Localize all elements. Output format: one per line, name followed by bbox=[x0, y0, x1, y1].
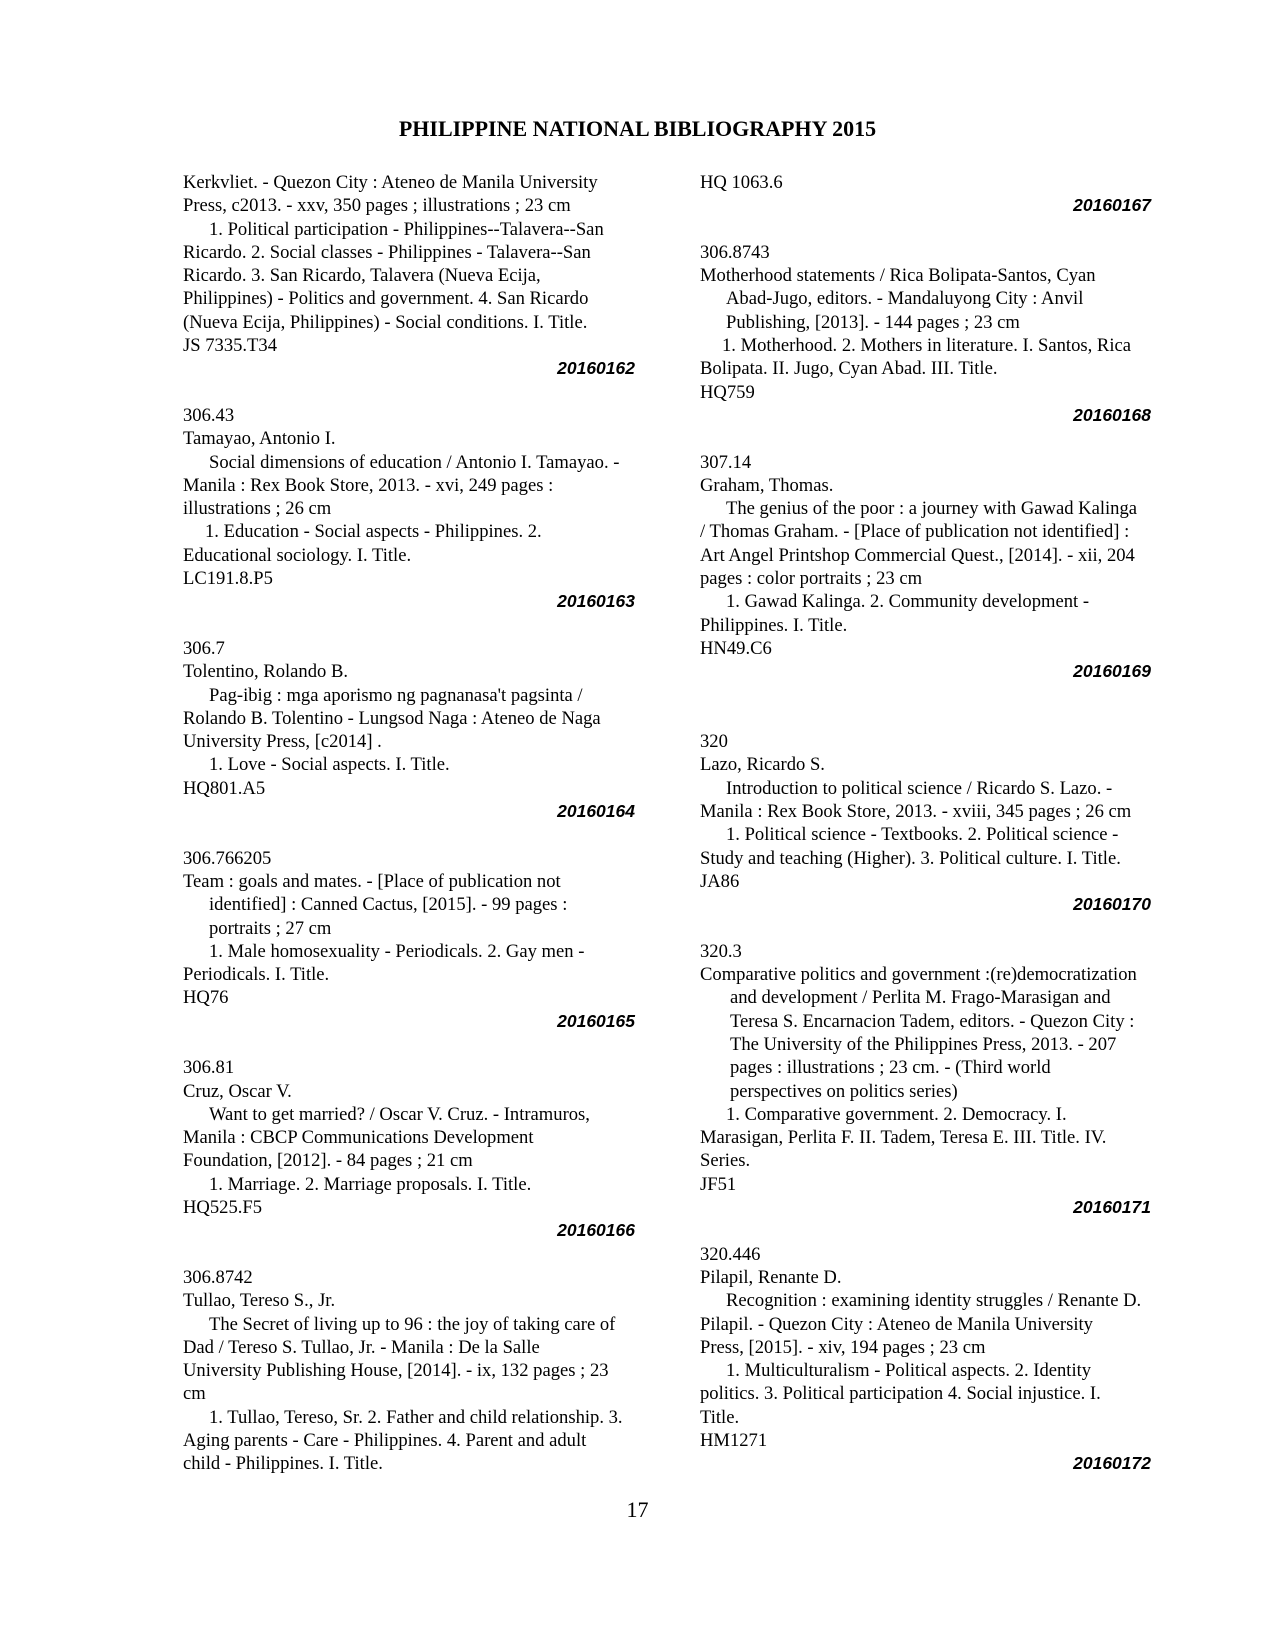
desc-line: University Press, [c2014] . bbox=[183, 731, 382, 753]
subject-line: 1. Multiculturalism - Political aspects. 2. Identity bbox=[726, 1360, 1092, 1382]
bib-entry bbox=[700, 730, 1165, 916]
entry-line: Philippines) - Politics and government. 4. San Ricardo bbox=[183, 288, 589, 310]
desc-line: Art Angel Printshop Commercial Quest., [2014]. - xii, 204 bbox=[700, 544, 1135, 566]
class-number: 306.81 bbox=[183, 1057, 235, 1079]
desc-line: Social dimensions of education / Antonio I. Tamayao. - bbox=[209, 451, 620, 473]
subject-line: Bolipata. II. Jugo, Cyan Abad. III. Title. bbox=[700, 358, 998, 380]
subject-line: child - Philippines. I. Title. bbox=[183, 1453, 383, 1475]
class-number: 306.7 bbox=[183, 637, 225, 659]
class-number: 307.14 bbox=[700, 451, 752, 473]
record-id: 20160168 bbox=[1073, 404, 1151, 425]
bib-entry bbox=[700, 241, 1165, 427]
subject-line: Educational sociology. I. Title. bbox=[183, 544, 412, 566]
desc-line: Pag-ibig : mga aporismo ng pagnanasa't pagsinta / bbox=[209, 684, 583, 706]
subject-line: Series. bbox=[700, 1150, 751, 1172]
subject-line: Title. bbox=[700, 1406, 740, 1428]
call-number: HQ76 bbox=[183, 987, 229, 1009]
entry-line: Ricardo. 2. Social classes - Philippines - Talavera--San bbox=[183, 241, 591, 263]
desc-line: Recognition : examining identity struggles / Renante D. bbox=[726, 1290, 1142, 1312]
desc-line: Manila : CBCP Communications Development bbox=[183, 1127, 534, 1149]
record-id: 20160167 bbox=[1073, 195, 1151, 216]
call-number: JA86 bbox=[700, 870, 740, 892]
continued-entry bbox=[700, 171, 1165, 218]
subject-line: 1. Tullao, Tereso, Sr. 2. Father and child relationship. 3. bbox=[209, 1406, 623, 1428]
title-line: and development / Perlita M. Frago-Marasigan and bbox=[730, 987, 1111, 1009]
class-number: 306.43 bbox=[183, 404, 235, 426]
subject-line: 1. Political science - Textbooks. 2. Political science - bbox=[726, 824, 1119, 846]
subject-line: 1. Gawad Kalinga. 2. Community development - bbox=[726, 591, 1090, 613]
author: Tullao, Tereso S., Jr. bbox=[183, 1290, 336, 1312]
title-line: portraits ; 27 cm bbox=[209, 917, 332, 939]
record-id: 20160163 bbox=[557, 591, 635, 612]
record-id: 20160165 bbox=[557, 1010, 635, 1031]
desc-line: cm bbox=[183, 1383, 206, 1405]
class-number: 320.3 bbox=[700, 940, 742, 962]
bib-entry bbox=[700, 451, 1165, 684]
record-id: 20160162 bbox=[557, 358, 635, 379]
class-number: 306.8743 bbox=[700, 241, 770, 263]
continued-entry bbox=[183, 171, 643, 381]
title-line: Abad-Jugo, editors. - Mandaluyong City : Anvil bbox=[726, 288, 1084, 310]
subject-line: politics. 3. Political participation 4. Social injustice. I. bbox=[700, 1383, 1101, 1405]
class-number: 306.8742 bbox=[183, 1266, 253, 1288]
left-column bbox=[183, 171, 643, 1476]
title-line: identified] : Canned Cactus, [2015]. - 99 pages : bbox=[209, 894, 568, 916]
record-id: 20160171 bbox=[1073, 1197, 1151, 1218]
record-id: 20160169 bbox=[1073, 661, 1151, 682]
bib-entry bbox=[183, 847, 643, 1033]
desc-line: illustrations ; 26 cm bbox=[183, 498, 332, 520]
subject-line: Periodicals. I. Title. bbox=[183, 964, 330, 986]
author: Lazo, Ricardo S. bbox=[700, 754, 825, 776]
entry-line: (Nueva Ecija, Philippines) - Social conditions. I. Title. bbox=[183, 311, 588, 333]
record-id: 20160164 bbox=[557, 801, 635, 822]
desc-line: The genius of the poor : a journey with Gawad Kalinga bbox=[726, 498, 1138, 520]
title-line: perspectives on politics series) bbox=[730, 1080, 958, 1102]
desc-line: Dad / Tereso S. Tullao, Jr. - Manila : De la Salle bbox=[183, 1336, 540, 1358]
title-line: Publishing, [2013]. - 144 pages ; 23 cm bbox=[726, 311, 1020, 333]
call-number: HN49.C6 bbox=[700, 637, 772, 659]
author: Cruz, Oscar V. bbox=[183, 1080, 292, 1102]
desc-line: Manila : Rex Book Store, 2013. - xvi, 249 pages : bbox=[183, 474, 554, 496]
page-number: 17 bbox=[626, 1497, 649, 1522]
subject-line: Philippines. I. Title. bbox=[700, 614, 848, 636]
call-number: HQ 1063.6 bbox=[700, 172, 783, 193]
page-title: PHILIPPINE NATIONAL BIBLIOGRAPHY 2015 bbox=[398, 116, 877, 141]
desc-line: University Publishing House, [2014]. - ix, 132 pages ; 23 bbox=[183, 1360, 609, 1382]
bib-entry bbox=[183, 637, 643, 823]
subject-line: Marasigan, Perlita F. II. Tadem, Teresa E. III. Title. IV. bbox=[700, 1127, 1107, 1149]
subject-line: 1. Love - Social aspects. I. Title. bbox=[209, 754, 450, 776]
bib-entry bbox=[183, 1266, 643, 1476]
desc-line: Rolando B. Tolentino - Lungsod Naga : Ateneo de Naga bbox=[183, 707, 601, 729]
subject-line: 1. Comparative government. 2. Democracy. I. bbox=[726, 1103, 1067, 1125]
subject-line: 1. Male homosexuality - Periodicals. 2. Gay men - bbox=[209, 940, 585, 962]
bib-entry bbox=[700, 1243, 1165, 1476]
record-id: 20160170 bbox=[1073, 894, 1151, 915]
desc-line: Want to get married? / Oscar V. Cruz. - Intramuros, bbox=[209, 1103, 590, 1125]
author: Tamayao, Antonio I. bbox=[183, 428, 336, 450]
subject-line: 1. Marriage. 2. Marriage proposals. I. Title. bbox=[209, 1173, 532, 1195]
title-line: Team : goals and mates. - [Place of publication not bbox=[183, 870, 561, 892]
desc-line: Introduction to political science / Ricardo S. Lazo. - bbox=[726, 777, 1113, 799]
record-id: 20160172 bbox=[1073, 1453, 1151, 1474]
desc-line: Press, [2015]. - xiv, 194 pages ; 23 cm bbox=[700, 1336, 986, 1358]
call-number: HQ759 bbox=[700, 381, 755, 403]
subject-line: 1. Motherhood. 2. Mothers in literature. I. Santos, Rica bbox=[722, 335, 1131, 357]
title-line: Teresa S. Encarnacion Tadem, editors. - Quezon City : bbox=[730, 1010, 1135, 1032]
bib-entry bbox=[183, 1056, 643, 1242]
desc-line: / Thomas Graham. - [Place of publication not identified] : bbox=[700, 521, 1130, 543]
right-column bbox=[700, 171, 1165, 1476]
title-line: Motherhood statements / Rica Bolipata-Santos, Cyan bbox=[700, 265, 1096, 287]
title-line: Comparative politics and government :(re)democratization bbox=[700, 964, 1137, 986]
entry-line: Kerkvliet. - Quezon City : Ateneo de Manila University bbox=[183, 172, 598, 193]
desc-line: pages : color portraits ; 23 cm bbox=[700, 568, 923, 590]
title-line: pages : illustrations ; 23 cm. - (Third world bbox=[730, 1057, 1051, 1079]
bib-entry bbox=[183, 404, 643, 614]
class-number: 306.766205 bbox=[183, 847, 272, 869]
author: Pilapil, Renante D. bbox=[700, 1266, 842, 1288]
desc-line: The Secret of living up to 96 : the joy of taking care of bbox=[209, 1313, 616, 1335]
call-number: LC191.8.P5 bbox=[183, 568, 273, 590]
class-number: 320 bbox=[700, 731, 728, 753]
entry-line: Press, c2013. - xxv, 350 pages ; illustrations ; 23 cm bbox=[183, 195, 571, 217]
desc-line: Pilapil. - Quezon City : Ateneo de Manila University bbox=[700, 1313, 1093, 1335]
subject-line: 1. Education - Social aspects - Philippines. 2. bbox=[205, 521, 542, 543]
call-number: JS 7335.T34 bbox=[183, 335, 278, 357]
entry-line: 1. Political participation - Philippines--Talavera--San bbox=[209, 218, 604, 240]
call-number: JF51 bbox=[700, 1173, 737, 1195]
desc-line: Foundation, [2012]. - 84 pages ; 21 cm bbox=[183, 1150, 473, 1172]
author: Tolentino, Rolando B. bbox=[183, 661, 349, 683]
call-number: HQ525.F5 bbox=[183, 1197, 263, 1219]
desc-line: Manila : Rex Book Store, 2013. - xviii, 345 pages ; 26 cm bbox=[700, 801, 1132, 823]
subject-line: Aging parents - Care - Philippines. 4. Parent and adult bbox=[183, 1430, 587, 1452]
title-line: The University of the Philippines Press, 2013. - 207 bbox=[730, 1033, 1117, 1055]
call-number: HM1271 bbox=[700, 1430, 768, 1452]
record-id: 20160166 bbox=[557, 1220, 635, 1241]
bib-entry bbox=[700, 940, 1165, 1220]
call-number: HQ801.A5 bbox=[183, 777, 266, 799]
class-number: 320.446 bbox=[700, 1243, 761, 1265]
subject-line: Study and teaching (Higher). 3. Political culture. I. Title. bbox=[700, 847, 1121, 869]
author: Graham, Thomas. bbox=[700, 474, 834, 496]
entry-line: Ricardo. 3. San Ricardo, Talavera (Nueva Ecija, bbox=[183, 265, 541, 287]
